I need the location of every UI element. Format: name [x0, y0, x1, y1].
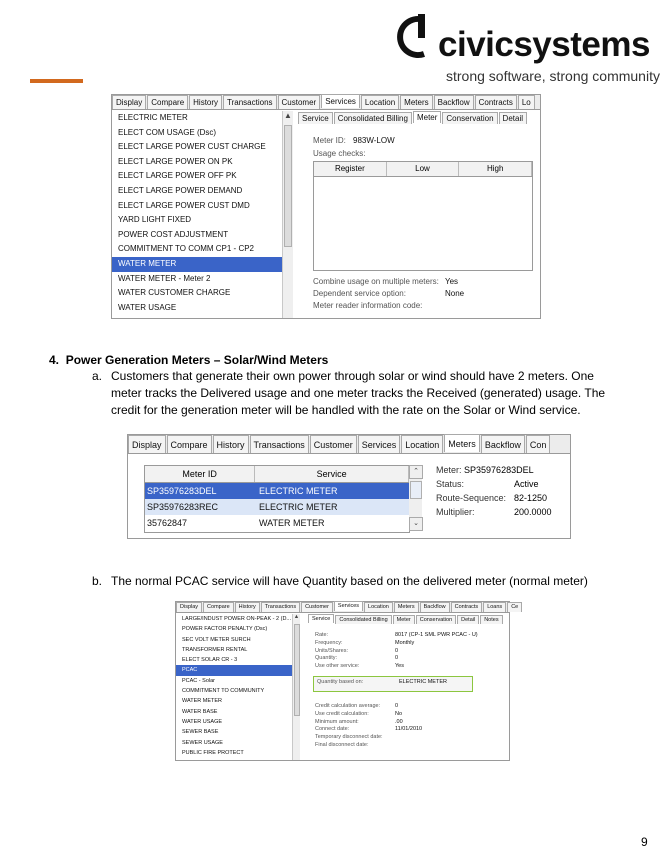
- field-label: Use credit calculation:: [315, 710, 369, 717]
- tab-8[interactable]: Backflow: [420, 602, 450, 612]
- service-list-item[interactable]: WATER USAGE: [118, 302, 177, 312]
- service-list-item[interactable]: TRANSFORMER RENTAL: [182, 646, 248, 653]
- tab-5[interactable]: Services: [358, 435, 401, 453]
- main-tab-bar: [112, 95, 540, 110]
- tab-7[interactable]: Meters: [394, 602, 419, 612]
- main-tab-bar: [128, 435, 570, 454]
- combine-value: Yes: [445, 277, 459, 286]
- meter-id-cell: 35762847: [147, 518, 188, 528]
- scroll-thumb[interactable]: [410, 481, 422, 499]
- field-label: Quantity:: [315, 655, 338, 662]
- service-list-item[interactable]: YARD LIGHT FIXED: [118, 215, 192, 225]
- item-a-marker: a.: [92, 369, 103, 383]
- tab-5[interactable]: Services: [334, 601, 363, 611]
- item-a-line: credit for the generation meter will be handled with the rate on the Solar or Wind service.: [111, 403, 581, 417]
- subtab-3[interactable]: Conservation: [442, 112, 497, 124]
- field-label: Rate:: [315, 632, 329, 638]
- item-b-marker: b.: [92, 574, 103, 588]
- field-value: Yes: [395, 663, 404, 670]
- tab-9[interactable]: Con: [526, 435, 551, 453]
- tab-6[interactable]: Location: [401, 435, 443, 453]
- service-list-item[interactable]: PCAC - Solar: [182, 677, 216, 684]
- service-list-item[interactable]: LARGE/INDUST POWER ON-PEAK - 2 (D...: [182, 616, 291, 622]
- tab-3[interactable]: Transactions: [261, 602, 300, 612]
- tab-2[interactable]: History: [235, 602, 260, 612]
- service-list-item[interactable]: POWER COST ADJUSTMENT: [118, 229, 229, 239]
- field-label: Temporary disconnect date:: [315, 734, 383, 741]
- field-row: [315, 719, 422, 727]
- dependent-label: Dependent service option:: [313, 289, 406, 298]
- tab-2[interactable]: History: [213, 435, 249, 453]
- field-row: [315, 742, 422, 750]
- combine-label: Combine usage on multiple meters:: [313, 277, 439, 286]
- usage-checks-label: Usage checks:: [313, 149, 366, 158]
- dependent-value: None: [445, 289, 465, 298]
- quantity-based-row: [313, 676, 473, 692]
- subtab-1[interactable]: Consolidated Billing: [334, 112, 412, 124]
- field-label: Frequency:: [315, 639, 343, 646]
- service-list-item[interactable]: ELECT LARGE POWER ON PK: [118, 156, 233, 166]
- qty-based-label: Quantity based on:: [317, 679, 364, 685]
- tab-1[interactable]: Compare: [203, 602, 234, 612]
- tab-0[interactable]: Display: [128, 435, 166, 453]
- multiplier-value: 200.0000: [514, 507, 552, 517]
- route-label: Route-Sequence:: [436, 493, 507, 503]
- service-list-item[interactable]: SEWER BASE: [182, 729, 219, 736]
- section-title: Power Generation Meters – Solar/Wind Meters: [65, 353, 329, 367]
- service-list-item[interactable]: PCAC: [176, 665, 292, 675]
- meter-value: SP35976283DEL: [464, 465, 534, 475]
- meter-grid-scrollbar[interactable]: [409, 465, 422, 531]
- grid-header-cell[interactable]: High: [459, 162, 532, 176]
- usage-checks-grid: [313, 161, 533, 271]
- field-row: [315, 726, 422, 734]
- logo-tagline: strong software, strong community: [446, 68, 660, 84]
- table-row[interactable]: [145, 483, 409, 499]
- service-list-item[interactable]: ELECT SOLAR CR - 3: [182, 657, 238, 664]
- subtab-5[interactable]: Notes: [480, 615, 502, 624]
- grid-header-cell[interactable]: Low: [387, 162, 460, 176]
- status-label: Status:: [436, 479, 465, 489]
- tab-11[interactable]: Ce: [507, 602, 522, 612]
- field-label: Use other service:: [315, 663, 360, 670]
- screenshot-pcac-service: [175, 601, 519, 761]
- reader-code-label: Meter reader information code:: [313, 301, 423, 310]
- service-list-item[interactable]: WATER BASE: [182, 708, 218, 715]
- service-fields: [315, 632, 478, 671]
- field-value: 0: [395, 703, 399, 709]
- service-cell: ELECTRIC METER: [259, 502, 338, 512]
- page-number: 9: [641, 835, 648, 849]
- tab-0[interactable]: Display: [112, 95, 146, 109]
- service-list-item[interactable]: ELECTRIC METER: [118, 113, 188, 122]
- tab-3[interactable]: Transactions: [223, 95, 277, 109]
- service-list-item[interactable]: WATER CUSTOMER CHARGE: [118, 288, 231, 298]
- tab-4[interactable]: Customer: [278, 95, 321, 109]
- meter-id-cell: SP35976283REC: [147, 502, 219, 512]
- meter-grid: [144, 465, 410, 533]
- subtab-1[interactable]: Consolidated Billing: [335, 615, 391, 624]
- field-row: [315, 734, 422, 742]
- qty-based-value: ELECTRIC METER: [399, 679, 447, 685]
- service-list-item[interactable]: SEC VOLT METER SURCH: [182, 636, 251, 643]
- meter-id-label: Meter ID:: [313, 136, 346, 145]
- scroll-up-icon[interactable]: ▲: [284, 111, 292, 120]
- field-row: [315, 663, 478, 671]
- scroll-thumb[interactable]: [294, 624, 300, 716]
- meter-label: Meter:: [436, 465, 462, 475]
- tab-1[interactable]: Compare: [147, 95, 188, 109]
- tab-7[interactable]: Meters: [400, 95, 432, 109]
- field-value: No: [395, 710, 403, 717]
- field-value: 0: [395, 655, 399, 662]
- meter-detail: [436, 463, 552, 519]
- credit-fields: [315, 703, 422, 750]
- tab-9[interactable]: Contracts: [451, 602, 483, 612]
- screenshot-meters: [127, 434, 571, 539]
- multiplier-label: Multiplier:: [436, 507, 475, 517]
- route-value: 82-1250: [514, 493, 548, 503]
- item-b-text: The normal PCAC service will have Quantity based on the delivered meter (normal meter): [111, 574, 588, 588]
- service-subtab-bar: [308, 615, 503, 624]
- field-row: [315, 632, 478, 640]
- tab-4[interactable]: Customer: [301, 602, 333, 612]
- subtab-3[interactable]: Conservation: [416, 615, 456, 624]
- service-cell: WATER METER: [259, 518, 325, 528]
- tab-6[interactable]: Location: [364, 602, 393, 612]
- field-label: Final disconnect date:: [315, 741, 369, 748]
- main-tab-bar: [176, 602, 519, 613]
- grid-header-cell[interactable]: Meter ID: [145, 466, 255, 482]
- tab-1[interactable]: Compare: [167, 435, 212, 453]
- subtab-0[interactable]: Service: [298, 112, 333, 124]
- tab-7[interactable]: Meters: [444, 434, 480, 452]
- tab-9[interactable]: Contracts: [475, 95, 517, 109]
- field-label: Credit calculation average:: [315, 703, 381, 709]
- tab-10[interactable]: Lo: [518, 95, 535, 109]
- service-list-scrollbar[interactable]: [292, 614, 300, 760]
- scroll-up-icon[interactable]: ⌃: [409, 465, 423, 479]
- service-list-item[interactable]: WATER METER: [182, 698, 223, 705]
- subtab-2[interactable]: Meter: [413, 111, 441, 123]
- item-a-line: meter tracks the Delivered usage and one meter tracks the Received (generated) usage. The: [111, 386, 606, 400]
- tab-4[interactable]: Customer: [310, 435, 357, 453]
- service-list-item[interactable]: ELECT LARGE POWER CUST CHARGE: [118, 142, 266, 152]
- logo-wordmark: civicsystems: [438, 25, 650, 64]
- table-row[interactable]: [145, 499, 409, 515]
- scroll-down-icon[interactable]: ⌄: [409, 517, 423, 531]
- service-list: [176, 614, 292, 758]
- field-value: 8017 (CP-1 SML PWR PCAC - U): [395, 632, 478, 638]
- field-label: Minimum amount:: [315, 718, 359, 725]
- subtab-4[interactable]: Detail: [499, 112, 527, 124]
- field-row: [315, 655, 478, 663]
- service-list-item[interactable]: PUBLIC FIRE PROTECT: [182, 749, 244, 756]
- section-number: 4.: [49, 353, 60, 367]
- tab-8[interactable]: Backflow: [434, 95, 474, 109]
- service-list-item[interactable]: ELECT LARGE POWER DEMAND: [118, 185, 243, 195]
- tab-3[interactable]: Transactions: [250, 435, 309, 453]
- service-list-item[interactable]: ELECT COM USAGE (Dsc): [118, 127, 217, 137]
- civicsystems-logo-mark: [398, 14, 434, 60]
- scroll-up-icon[interactable]: ▲: [293, 614, 300, 620]
- subtab-2[interactable]: Meter: [393, 615, 415, 624]
- service-list-item[interactable]: SEWER USAGE: [182, 739, 223, 746]
- field-value: .00: [395, 718, 403, 725]
- tab-8[interactable]: Backflow: [481, 435, 525, 453]
- service-list-item[interactable]: ELECT LARGE POWER OFF PK: [118, 171, 237, 181]
- scroll-thumb[interactable]: [284, 125, 292, 247]
- service-list-item[interactable]: WATER METER - Meter 2: [118, 273, 211, 283]
- tab-0[interactable]: Display: [176, 602, 202, 612]
- service-list-item[interactable]: WATER USAGE: [182, 718, 223, 725]
- service-list: [112, 111, 282, 315]
- meter-id-value: 983W-LOW: [353, 136, 395, 145]
- subtab-0[interactable]: Service: [308, 614, 334, 623]
- service-subtab-bar: [298, 112, 527, 124]
- field-row: [315, 648, 478, 656]
- service-list-item[interactable]: WATER METER: [112, 257, 282, 272]
- subtab-4[interactable]: Detail: [457, 615, 479, 624]
- tab-6[interactable]: Location: [361, 95, 399, 109]
- service-list-scrollbar[interactable]: [282, 111, 293, 318]
- screenshot-services-meter: [111, 94, 541, 319]
- service-list-item[interactable]: COMMITMENT TO COMM CP1 - CP2: [118, 244, 255, 254]
- grid-header-cell[interactable]: Service: [255, 466, 409, 482]
- field-value: 0: [395, 647, 399, 654]
- field-value: 11/01/2010: [395, 726, 423, 733]
- status-value: Active: [514, 479, 539, 489]
- field-row: [315, 711, 422, 719]
- section-heading: [49, 353, 328, 367]
- service-cell: ELECTRIC METER: [259, 486, 338, 496]
- meter-id-cell: SP35976283DEL: [147, 486, 217, 496]
- item-a-text: [111, 368, 651, 419]
- accent-divider: [30, 79, 83, 83]
- tab-2[interactable]: History: [189, 95, 222, 109]
- field-label: Units/Shares:: [315, 647, 349, 654]
- service-list-item[interactable]: ELECT LARGE POWER CUST DMD: [118, 200, 250, 210]
- field-label: Connect date:: [315, 726, 350, 733]
- service-list-item[interactable]: COMMITMENT TO COMMUNITY: [182, 688, 265, 695]
- table-row[interactable]: [145, 515, 409, 531]
- tab-10[interactable]: Loans: [483, 602, 506, 612]
- field-row: [315, 640, 478, 648]
- grid-header-cell[interactable]: Register: [314, 162, 387, 176]
- field-row: [315, 703, 422, 711]
- item-a-line: Customers that generate their own power through solar or wind should have 2 meters. One: [111, 369, 594, 383]
- field-value: Monthly: [395, 639, 415, 646]
- tab-5[interactable]: Services: [321, 94, 360, 108]
- service-list-item[interactable]: POWER FACTOR PENALTY (Dsc): [182, 626, 268, 633]
